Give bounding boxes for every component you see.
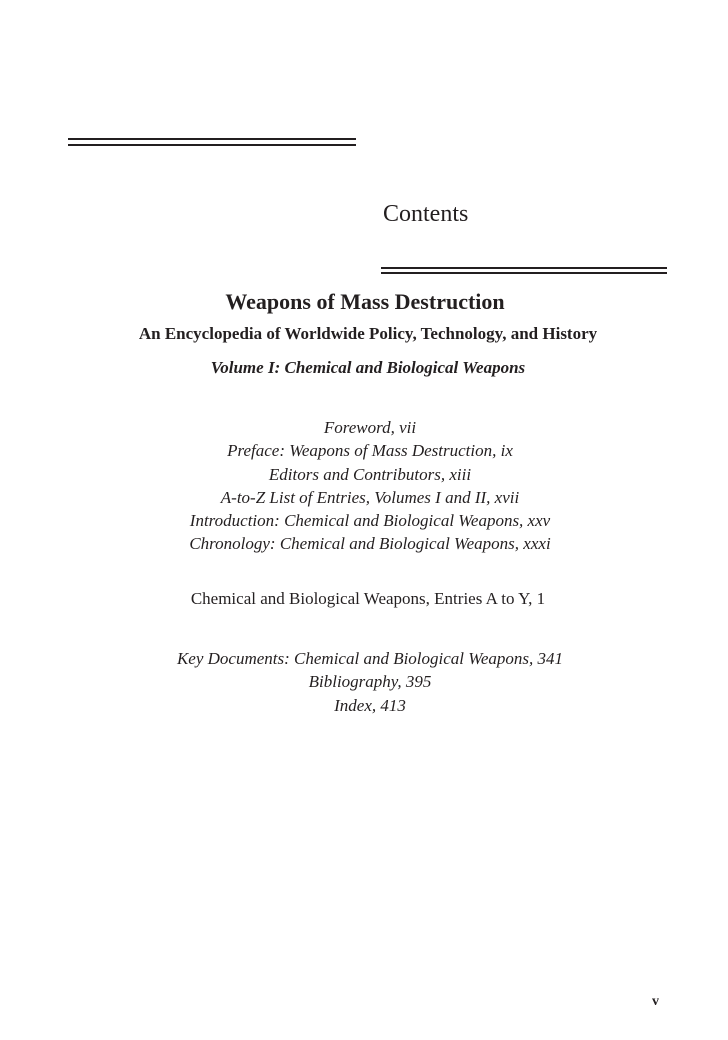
toc-entry-a-to-z-list: A-to-Z List of Entries, Volumes I and II, xvii	[220, 487, 520, 507]
toc-entry-bibliography: Bibliography, 395	[308, 672, 432, 692]
decorative-rule-top	[68, 138, 356, 140]
decorative-rule-top-second	[68, 144, 356, 146]
back-matter-list	[70, 647, 670, 717]
front-matter-list	[70, 416, 670, 556]
toc-entry-preface: Preface: Weapons of Mass Destruction, ix	[227, 441, 513, 461]
toc-entry-main-entries: Chemical and Biological Weapons, Entries A to Y, 1	[190, 589, 546, 608]
volume-title: Volume I: Chemical and Biological Weapons	[210, 358, 526, 377]
page-title: Contents	[383, 201, 469, 227]
book-subtitle: An Encyclopedia of Worldwide Policy, Technology, and History	[138, 324, 598, 343]
toc-entry-foreword: Foreword, vii	[323, 418, 417, 437]
toc-entry-introduction: Introduction: Chemical and Biological Weapons, xxv	[189, 511, 551, 531]
page-number: v	[652, 994, 659, 1009]
toc-entry-chronology: Chronology: Chemical and Biological Weapons, xxxi	[189, 534, 551, 554]
toc-entry-editors: Editors and Contributors, xiii	[268, 464, 472, 484]
book-title: Weapons of Mass Destruction	[225, 289, 505, 314]
toc-entry-index: Index, 413	[334, 695, 406, 715]
decorative-rule-right-second	[381, 272, 667, 274]
toc-entry-key-documents: Key Documents: Chemical and Biological Weapons, 341	[176, 649, 564, 668]
decorative-rule-right	[381, 267, 667, 269]
